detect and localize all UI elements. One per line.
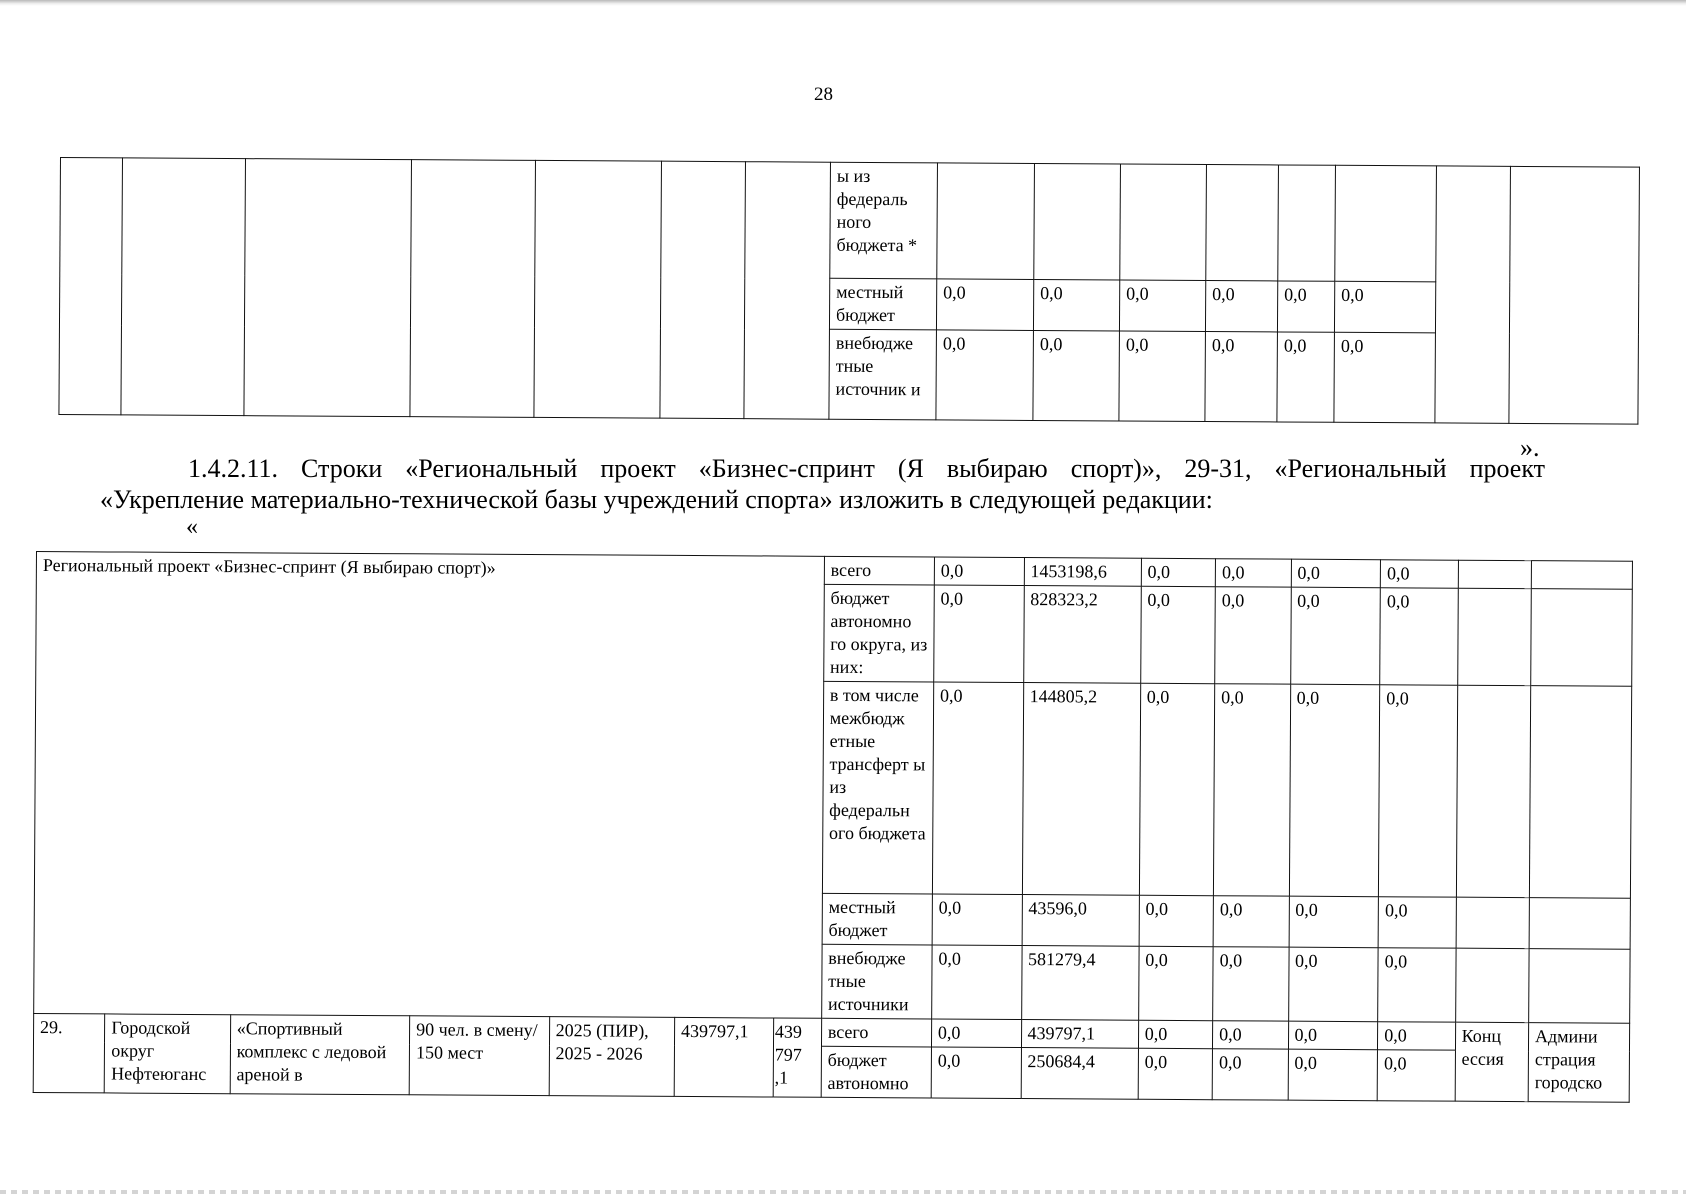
value-cell: 439797,1 [1021,1020,1138,1049]
value-cell: 0,0 [1205,281,1277,332]
object-cell: «Спортивный комплекс с ледовой ареной в [230,1015,410,1095]
project-title-cell: Региональный проект «Бизнес-спринт (Я выбираю спорт)» [34,552,825,1019]
empty-cell [244,159,412,417]
source-cell: ы из федераль ного бюджета * [830,162,938,279]
value-cell: 0,0 [1290,587,1380,685]
value-cell: 0,0 [1119,280,1205,332]
value-cell: 0,0 [1215,559,1291,587]
value-cell: 43596,0 [1022,895,1139,947]
value-cell: 0,0 [1277,332,1335,422]
empty-cell [660,161,746,419]
value-cell [937,163,1035,280]
value-cell: 0,0 [1213,947,1289,1021]
value-cell: 0,0 [932,945,1022,1020]
source-cell: внебюдже тные источники [821,944,932,1019]
cost-cell: 439797,1 [674,1017,773,1097]
closing-quote: ». [1520,433,1540,462]
value-cell: 0,0 [1379,685,1458,897]
value-cell: 0,0 [931,1047,1021,1099]
value-cell [1206,165,1279,281]
empty-cell [1531,589,1633,687]
source-cell: всего [821,1018,931,1047]
value-cell: 0,0 [1288,947,1378,1022]
opening-quote: « [186,514,198,540]
value-cell: 0,0 [1380,588,1458,685]
empty-cell [1456,897,1530,948]
value-cell: 0,0 [1140,586,1215,683]
value-cell: 0,0 [1033,330,1120,421]
municipality-cell: Городской округ Нефтеюганс [105,1014,231,1094]
value-cell: 0,0 [1139,895,1214,946]
value-cell: 581279,4 [1021,946,1139,1021]
value-cell: 0,0 [1277,281,1334,332]
value-cell: 0,0 [934,585,1024,683]
value-cell: 0,0 [1378,948,1456,1022]
empty-cell [121,158,246,416]
value-cell: 0,0 [1138,1020,1213,1048]
value-cell: 0,0 [1141,558,1216,586]
value-cell: 0,0 [1205,332,1278,422]
value-cell: 1453198,6 [1024,558,1141,587]
table-row [60,158,1640,284]
scan-edge-bottom [0,1190,1686,1194]
source-cell: местный бюджет [829,278,936,330]
value-cell: 0,0 [1288,1021,1378,1050]
empty-cell [534,160,662,418]
empty-cell [1509,166,1640,424]
paragraph-line-2: «Укрепление материально-технической базы учреждений спорта» изложить в следующей редакции: [100,485,1213,514]
paragraph-line-1: 1.4.2.11. Строки «Региональный проект «Бизнес-спринт (Я выбираю спорт)», 29-31, «Региональный проект [188,454,1545,483]
empty-cell [1456,685,1531,897]
value-cell: 0,0 [1334,332,1436,423]
value-cell: 828323,2 [1023,586,1141,684]
value-cell: 0,0 [936,330,1034,421]
mechanism-cell: Конц ессия [1455,1022,1529,1101]
empty-cell [59,158,123,415]
value-cell: 0,0 [1380,560,1458,588]
value-cell: 0,0 [932,682,1023,895]
value-cell: 0,0 [1033,279,1119,331]
value-cell: 0,0 [1378,897,1456,948]
empty-cell [1529,898,1630,950]
capacity-cell: 90 чел. в смену/ 150 мест [409,1016,549,1096]
value-cell: 0,0 [936,279,1033,331]
value-cell: 0,0 [1139,683,1215,895]
source-cell: в том числе межбюдж етные трансферт ы из федеральн ого бюджета [822,681,933,894]
value-cell: 0,0 [931,1019,1021,1048]
empty-cell [1457,588,1531,685]
value-cell: 0,0 [1378,1022,1456,1050]
period-cell: 2025 (ПИР), 2025 - 2026 [549,1017,675,1097]
value-cell: 0,0 [1213,896,1289,947]
value-cell: 0,0 [1214,684,1291,896]
empty-cell [1529,949,1630,1024]
value-cell: 0,0 [1212,1049,1288,1100]
source-cell: местный бюджет [822,893,932,945]
value-cell: 144805,2 [1022,683,1140,896]
value-cell: 0,0 [1289,684,1380,897]
value-cell: 0,0 [1138,1048,1213,1099]
value-cell: 0,0 [1288,1049,1378,1101]
value-cell: 0,0 [934,557,1024,586]
value-cell: 0,0 [1377,1050,1455,1101]
empty-cell [1435,166,1511,423]
value-cell: 0,0 [932,894,1022,946]
value-cell: 0,0 [1215,587,1291,684]
main-table [33,551,1633,1103]
source-cell: бюджет автономно го округа, из них: [823,584,934,682]
empty-cell [1458,560,1532,588]
value-cell: 0,0 [1334,281,1435,333]
continuation-table [58,157,1640,425]
value-cell: 0,0 [1138,946,1213,1020]
empty-cell [1531,561,1632,590]
value-cell: 0,0 [1291,559,1381,588]
empty-cell [744,162,831,420]
value-cell: 0,0 [1213,1021,1289,1049]
empty-cell [1455,948,1529,1022]
empty-cell [410,160,536,418]
customer-cell: Админи страция городско [1528,1023,1629,1103]
empty-cell [1529,686,1631,899]
cost-remaining-cell: 439 797 ,1 [773,1018,821,1097]
source-cell: всего [824,556,934,585]
value-cell: 250684,4 [1021,1048,1138,1100]
value-cell [1120,164,1207,281]
source-cell: бюджет автономно [821,1046,931,1098]
value-cell [1034,163,1121,280]
page-number: 28 [814,84,833,105]
value-cell: 0,0 [1119,331,1206,422]
value-cell [1335,165,1437,282]
value-cell [1278,165,1336,281]
value-cell: 0,0 [1289,896,1379,948]
scan-edge-top [0,0,1686,6]
row-number-cell: 29. [33,1013,105,1092]
source-cell: внебюдже тные источник и [829,329,937,420]
